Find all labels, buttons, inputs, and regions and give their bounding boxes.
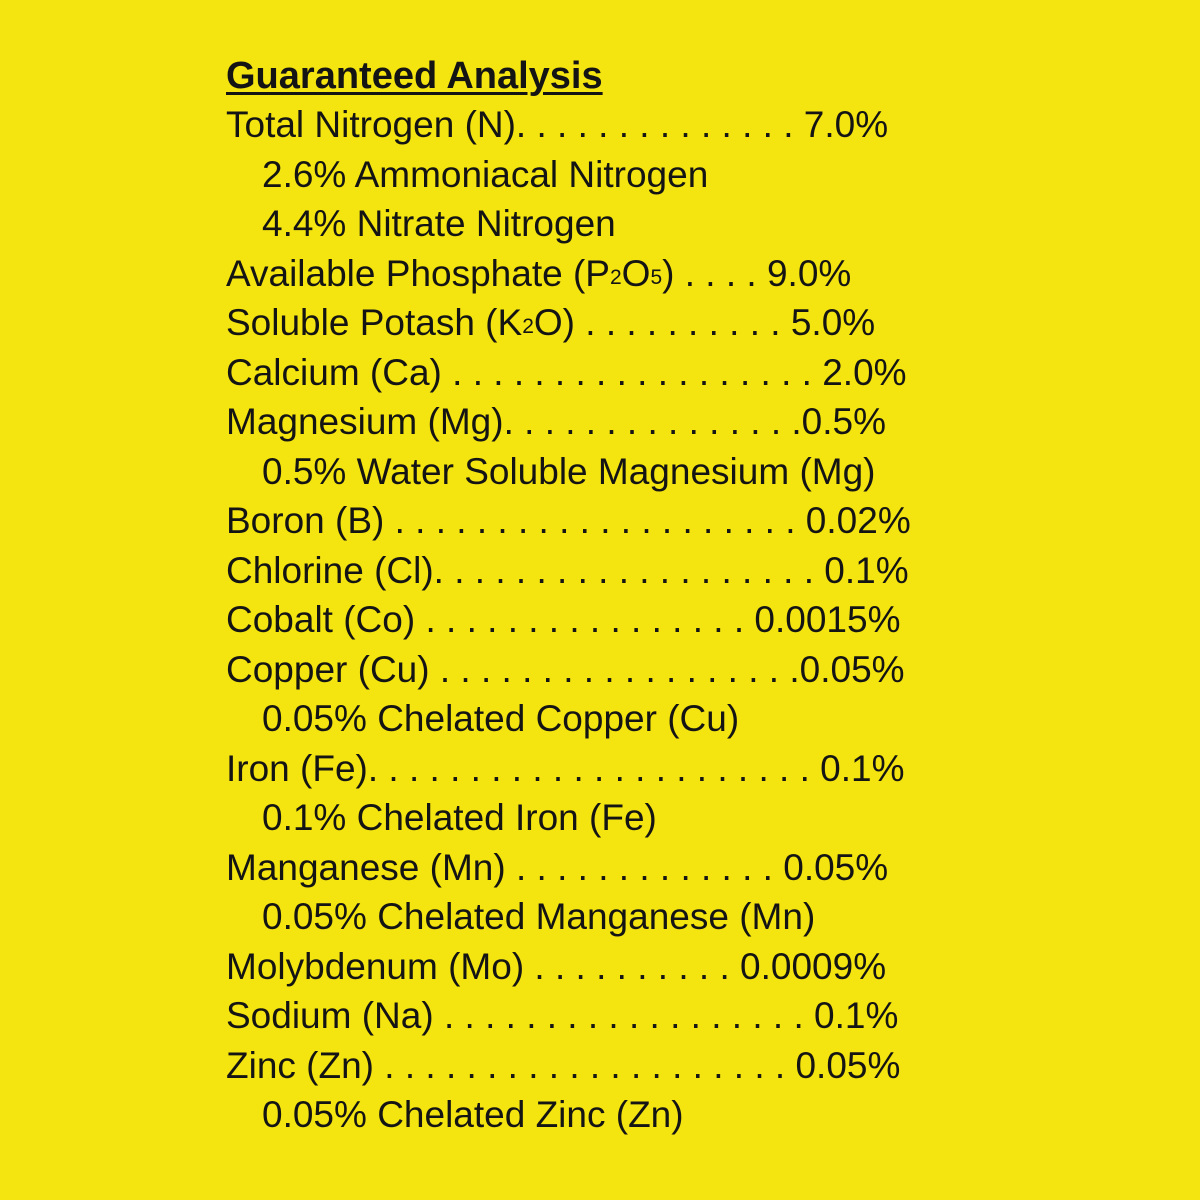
analysis-row <box>226 843 986 893</box>
analysis-subrow <box>226 150 986 200</box>
analysis-row-text: Chlorine (Cl). . . . . . . . . . . . . . . . . . . 0.1% <box>226 549 909 591</box>
analysis-row <box>226 348 986 398</box>
analysis-row-text: Copper (Cu) . . . . . . . . . . . . . . . . . .0.05% <box>226 648 905 690</box>
analysis-subrow <box>226 1090 986 1140</box>
analysis-row-text: Calcium (Ca) . . . . . . . . . . . . . . . . . . 2.0% <box>226 351 907 393</box>
analysis-subrow-text: 0.05% Chelated Manganese (Mn) <box>262 896 816 937</box>
guaranteed-analysis-panel <box>226 52 986 1140</box>
analysis-subrow-text: 2.6% Ammoniacal Nitrogen <box>262 153 709 195</box>
analysis-row-text: Magnesium (Mg). . . . . . . . . . . . . . .0.5% <box>226 401 887 442</box>
analysis-row <box>226 595 986 645</box>
analysis-subrow-text: 0.05% Chelated Zinc (Zn) <box>262 1094 684 1135</box>
analysis-row <box>226 249 986 299</box>
analysis-subrow-text: 0.1% Chelated Iron (Fe) <box>262 797 657 838</box>
analysis-subrow <box>226 694 986 744</box>
analysis-row-text: Molybdenum (Mo) . . . . . . . . . . 0.0009% <box>226 945 887 987</box>
analysis-row-text: Boron (B) . . . . . . . . . . . . . . . . . . . . 0.02% <box>226 500 911 541</box>
analysis-subrow-text: 0.05% Chelated Copper (Cu) <box>262 698 740 739</box>
analysis-row <box>226 546 986 596</box>
analysis-subrow-text: 4.4% Nitrate Nitrogen <box>262 203 616 244</box>
analysis-row <box>226 397 986 447</box>
analysis-row-text: Zinc (Zn) . . . . . . . . . . . . . . . . . . . . 0.05% <box>226 1044 901 1086</box>
analysis-row <box>226 991 986 1041</box>
analysis-row-text <box>226 298 875 354</box>
analysis-row <box>226 744 986 794</box>
guaranteed-analysis-title: Guaranteed Analysis <box>226 55 603 97</box>
analysis-row-text <box>226 249 851 305</box>
analysis-subrow <box>226 447 986 497</box>
analysis-row <box>226 942 986 992</box>
analysis-row-text: Cobalt (Co) . . . . . . . . . . . . . . . . 0.0015% <box>226 599 901 640</box>
analysis-row-text: Iron (Fe). . . . . . . . . . . . . . . . . . . . . . 0.1% <box>226 747 905 789</box>
phosphate-value: ) . . . . 9.0% <box>662 252 852 294</box>
analysis-row <box>226 645 986 695</box>
analysis-subrow <box>226 199 986 249</box>
analysis-row <box>226 1041 986 1091</box>
formula-subscript: 2 <box>609 265 622 289</box>
analysis-subrow-text: 0.5% Water Soluble Magnesium (Mg) <box>262 450 876 492</box>
analysis-row-text: Manganese (Mn) . . . . . . . . . . . . . 0.05% <box>226 846 889 888</box>
analysis-row-text: Sodium (Na) . . . . . . . . . . . . . . . . . . 0.1% <box>226 995 899 1036</box>
analysis-subrow <box>226 793 986 843</box>
analysis-row <box>226 496 986 546</box>
phosphate-label: Available Phosphate (P <box>226 252 610 294</box>
formula-oxygen: O <box>621 252 651 294</box>
potash-value: O) . . . . . . . . . . 5.0% <box>533 302 876 343</box>
analysis-row <box>226 100 986 150</box>
potash-label: Soluble Potash (K <box>226 302 523 343</box>
analysis-row-text: Total Nitrogen (N). . . . . . . . . . . . . . 7.0% <box>226 104 889 145</box>
analysis-subrow <box>226 892 986 942</box>
formula-subscript: 5 <box>650 265 663 289</box>
formula-subscript: 2 <box>522 315 534 338</box>
analysis-row <box>226 298 986 348</box>
